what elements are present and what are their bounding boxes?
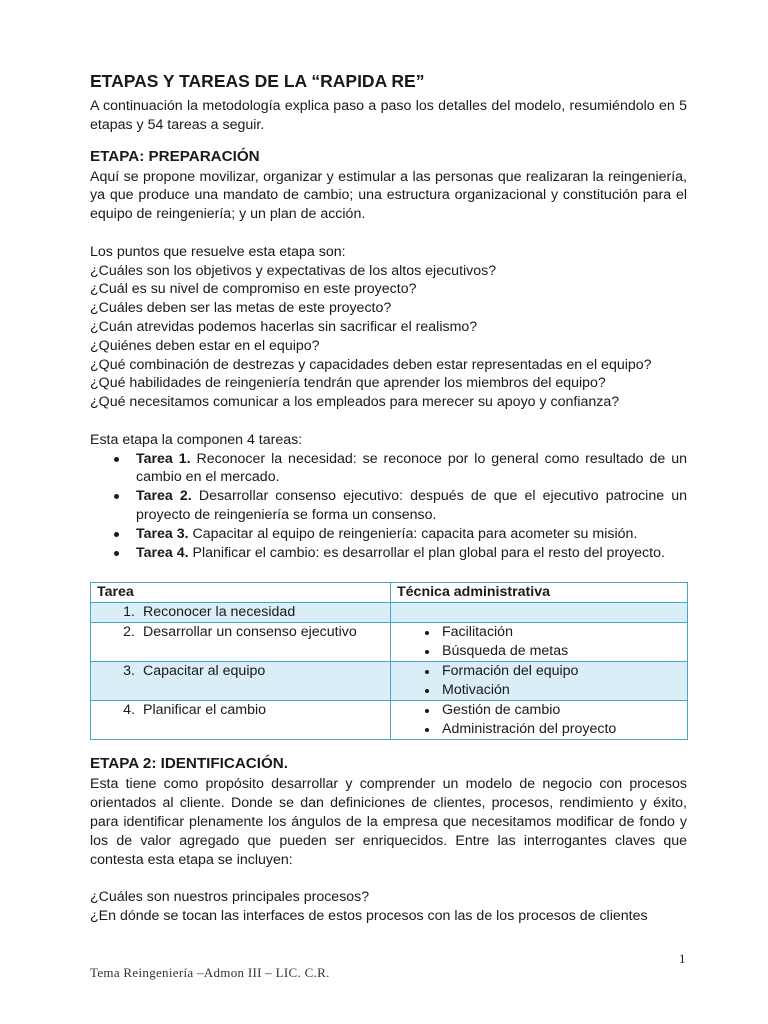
table-row bbox=[91, 603, 688, 623]
task-item bbox=[136, 487, 687, 525]
task-number: 1. bbox=[123, 604, 135, 621]
stage1-questions-intro: Los puntos que resuelve esta etapa son: bbox=[90, 243, 346, 260]
table-cell-technique bbox=[391, 662, 688, 701]
technique-item: Administración del proyecto bbox=[442, 720, 681, 739]
table-cell-task bbox=[91, 623, 391, 662]
question-line: ¿Quiénes deben estar en el equipo? bbox=[90, 337, 320, 354]
task-name: Capacitar al equipo bbox=[143, 663, 266, 680]
stage2-description: Esta tiene como propósito desarrollar y comprender un modelo de negocio con procesos orientados al cliente. Donde se dan definiciones de clientes, procesos, rendimiento y éxito, para identificar plenamente los ángulos de la empresa que necesitamos modificar de fondo y los de valor agregado que pueden ser enriquecidos. Entre las interrogantes claves que contesta esta etapa se incluyen: bbox=[90, 776, 687, 868]
document-page bbox=[90, 70, 687, 926]
task-name: Desarrollar un consenso ejecutivo bbox=[143, 624, 357, 641]
table-cell-task bbox=[91, 662, 391, 701]
task-label: Tarea 4. bbox=[136, 544, 189, 561]
stage2-heading: ETAPA 2: IDENTIFICACIÓN. bbox=[90, 755, 288, 773]
question-line: ¿Qué necesitamos comunicar a los empleados para merecer su apoyo y confianza? bbox=[90, 394, 620, 411]
task-number: 4. bbox=[123, 702, 135, 719]
technique-item: Motivación bbox=[442, 681, 681, 700]
task-text: Capacitar al equipo de reingeniería: capacita para acometer su misión. bbox=[188, 525, 638, 542]
task-text: Desarrollar consenso ejecutivo: después de que el ejecutivo patrocine un proyecto de reingeniería se forma un consenso. bbox=[136, 488, 687, 523]
task-number: 2. bbox=[123, 624, 135, 641]
tasks-techniques-table bbox=[90, 582, 688, 740]
task-item bbox=[136, 450, 687, 488]
question-line: ¿Cuáles son los objetivos y expectativas de los altos ejecutivos? bbox=[90, 262, 497, 279]
stage1-task-list bbox=[90, 450, 687, 563]
task-name: Planificar el cambio bbox=[143, 702, 267, 719]
page-number: 1 bbox=[679, 951, 686, 966]
task-number: 3. bbox=[123, 663, 135, 680]
technique-item: Formación del equipo bbox=[442, 662, 681, 681]
question-line: ¿Qué habilidades de reingeniería tendrán que aprender los miembros del equipo? bbox=[90, 375, 606, 392]
table-cell-task bbox=[91, 701, 391, 740]
task-name: Reconocer la necesidad bbox=[143, 604, 296, 621]
technique-item: Búsqueda de metas bbox=[442, 642, 681, 661]
stage1-tasks-intro: Esta etapa la componen 4 tareas: bbox=[90, 431, 303, 448]
table-header-row bbox=[91, 583, 688, 603]
technique-list bbox=[397, 662, 681, 700]
stage1-description: Aquí se propone movilizar, organizar y estimular a las personas que realizaran la reingeniería, ya que produce una mandato de cambio; una estructura organizacional y constitución para el equipo de reingeniería; y un plan de acción. bbox=[90, 168, 687, 223]
table-cell-technique bbox=[391, 603, 688, 623]
table-row bbox=[91, 662, 688, 701]
stage1-heading: ETAPA: PREPARACIÓN bbox=[90, 147, 260, 165]
technique-item: Facilitación bbox=[442, 623, 681, 642]
task-label: Tarea 1. bbox=[136, 450, 191, 467]
task-label: Tarea 2. bbox=[136, 488, 192, 505]
task-text: Reconocer la necesidad: se reconoce por lo general como resultado de un cambio en el mercado. bbox=[136, 450, 687, 486]
task-item bbox=[136, 544, 687, 563]
task-text: Planificar el cambio: es desarrollar el plan global para el resto del proyecto. bbox=[188, 544, 665, 561]
page-footer: Tema Reingeniería –Admon III – LIC. C.R. bbox=[90, 965, 330, 980]
question-line: ¿Cuáles deben ser las metas de este proyecto? bbox=[90, 300, 392, 317]
table-header-task: Tarea bbox=[91, 583, 391, 603]
technique-list bbox=[397, 701, 681, 739]
question-line: ¿Cuán atrevidas podemos hacerlas sin sacrificar el realismo? bbox=[90, 318, 478, 335]
task-label: Tarea 3. bbox=[136, 525, 189, 542]
task-item bbox=[136, 525, 687, 544]
table-cell-technique bbox=[391, 701, 688, 740]
page-title: ETAPAS Y TAREAS DE LA “RAPIDA RE” bbox=[90, 71, 425, 91]
table-row bbox=[91, 701, 688, 740]
technique-list bbox=[397, 623, 681, 661]
question-line: ¿Cuáles son nuestros principales procesos? bbox=[90, 889, 370, 906]
intro-paragraph: A continuación la metodología explica paso a paso los detalles del modelo, resumiéndolo en 5 etapas y 54 tareas a seguir. bbox=[90, 98, 687, 133]
technique-item: Gestión de cambio bbox=[442, 701, 681, 720]
table-header-technique: Técnica administrativa bbox=[391, 583, 688, 603]
table-row bbox=[91, 623, 688, 662]
table-cell-technique bbox=[391, 623, 688, 662]
question-line: ¿Cuál es su nivel de compromiso en este proyecto? bbox=[90, 281, 417, 298]
question-line: ¿Qué combinación de destrezas y capacidades deben estar representadas en el equipo? bbox=[90, 356, 652, 373]
table-cell-task bbox=[91, 603, 391, 623]
question-line: ¿En dónde se tocan las interfaces de estos procesos con las de los procesos de clientes bbox=[90, 907, 648, 924]
